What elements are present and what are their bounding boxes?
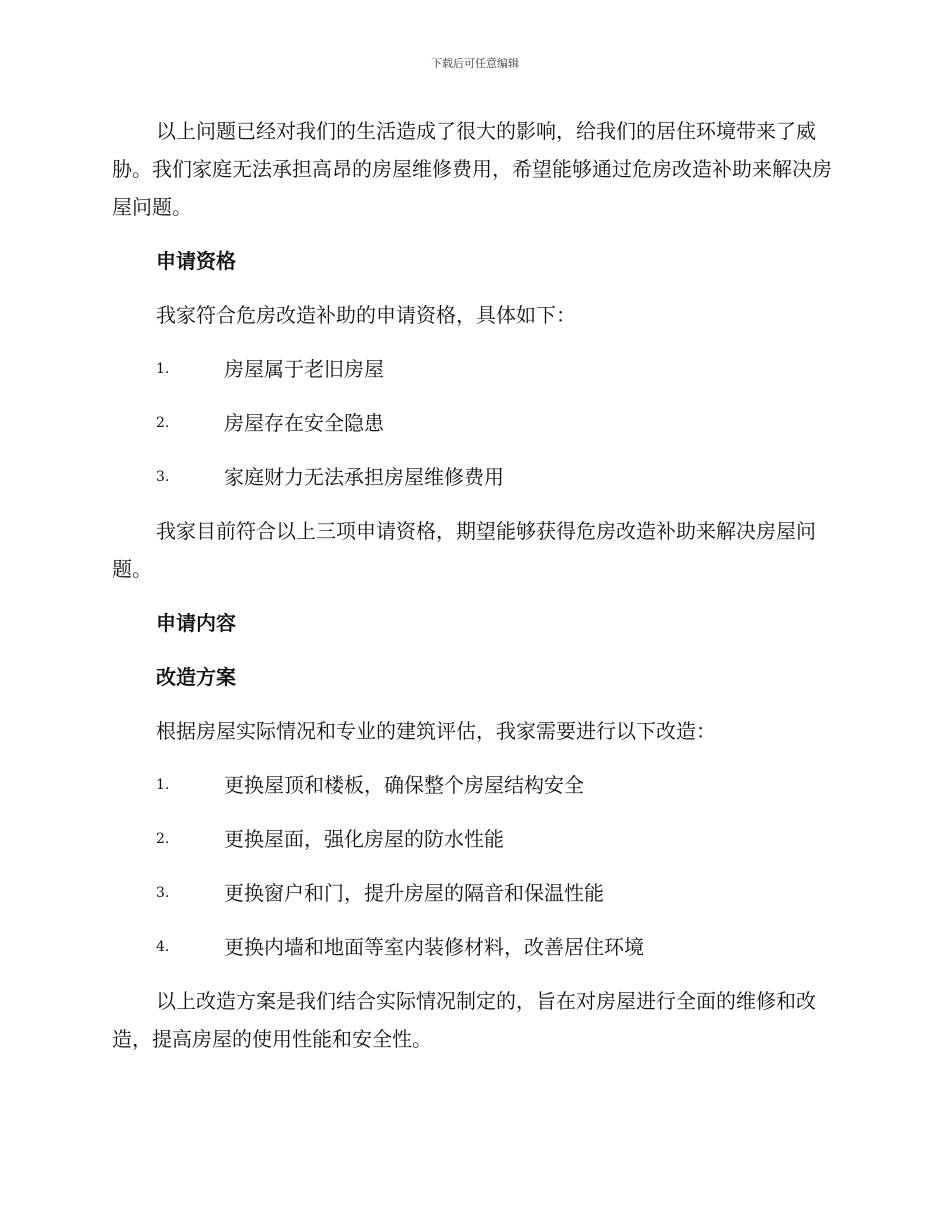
list-item	[112, 928, 838, 966]
list-item	[112, 820, 838, 858]
list-number: 4.	[156, 939, 170, 955]
list-text: 房屋存在安全隐患	[224, 411, 384, 435]
list-item	[112, 350, 838, 388]
list-item	[112, 874, 838, 912]
list-text: 更换内墙和地面等室内装修材料，改善居住环境	[224, 935, 644, 959]
list-item	[112, 404, 838, 442]
list-text: 房屋属于老旧房屋	[224, 357, 384, 381]
qualification-heading: 申请资格	[156, 249, 236, 273]
qualification-lead: 我家符合危房改造补助的申请资格，具体如下：	[156, 303, 576, 327]
plan-closing: 以上改造方案是我们结合实际情况制定的，旨在对房屋进行全面的维修和改造，提高房屋的使用性能和安全性。	[112, 989, 816, 1051]
intro-paragraph: 以上问题已经对我们的生活造成了很大的影响，给我们的居住环境带来了威胁。我们家庭无法承担高昂的房屋维修费用，希望能够通过危房改造补助来解决房屋问题。	[112, 119, 832, 219]
list-number: 3.	[156, 885, 170, 901]
list-number: 1.	[156, 361, 170, 377]
list-text: 更换窗户和门，提升房屋的隔音和保温性能	[224, 881, 604, 905]
qualification-closing: 我家目前符合以上三项申请资格，期望能够获得危房改造补助来解决房屋问题。	[112, 519, 816, 581]
list-text: 更换屋顶和楼板，确保整个房屋结构安全	[224, 773, 584, 797]
document-body	[112, 112, 838, 1074]
plan-subheading: 改造方案	[156, 665, 236, 689]
list-number: 3.	[156, 469, 170, 485]
list-number: 2.	[156, 415, 170, 431]
list-item	[112, 766, 838, 804]
list-item	[112, 458, 838, 496]
list-text: 更换屋面，强化房屋的防水性能	[224, 827, 504, 851]
page-header: 下载后可任意编辑	[431, 57, 519, 70]
list-number: 2.	[156, 831, 170, 847]
content-heading: 申请内容	[156, 611, 236, 635]
list-number: 1.	[156, 777, 170, 793]
plan-lead: 根据房屋实际情况和专业的建筑评估，我家需要进行以下改造：	[156, 719, 716, 743]
list-text: 家庭财力无法承担房屋维修费用	[224, 465, 504, 489]
